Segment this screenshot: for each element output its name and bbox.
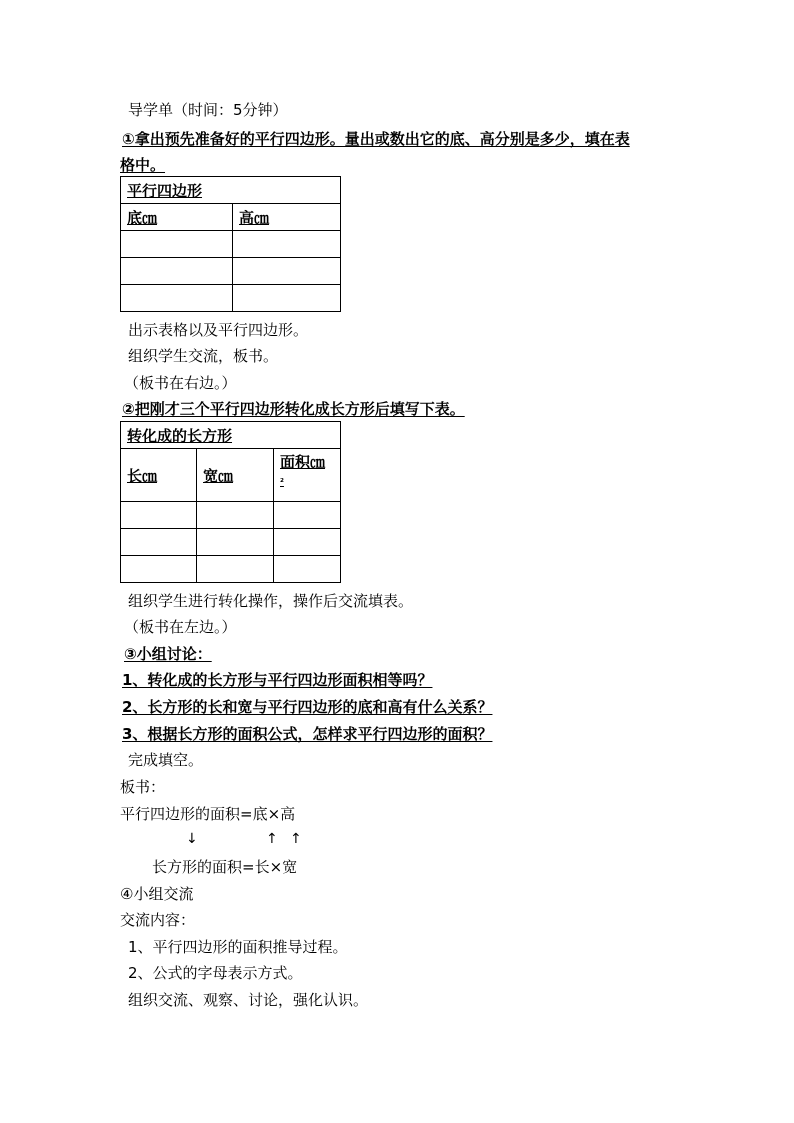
content-item: 2、公式的字母表示方式。 xyxy=(128,964,303,982)
table-cell xyxy=(121,556,197,583)
step3-heading: ③小组讨论： xyxy=(124,645,212,663)
board-label: 板书： xyxy=(120,778,166,796)
note-line: （板书在左边。） xyxy=(124,618,237,636)
table-cell xyxy=(233,258,341,285)
parallelogram-table-title: 平行四边形 xyxy=(121,177,341,204)
table-cell xyxy=(274,529,341,556)
col-length-header: 长㎝ xyxy=(121,449,197,502)
discussion-question: 2、长方形的长和宽与平行四边形的底和高有什么关系？ xyxy=(122,698,493,716)
table-cell xyxy=(197,556,274,583)
board-formula-parallelogram: 平行四边形的面积=底×高 xyxy=(120,805,296,823)
step1-prompt-line2: 格中。 xyxy=(120,156,166,174)
note-line: 出示表格以及平行四边形。 xyxy=(128,321,309,339)
step4-heading: ④小组交流 xyxy=(120,885,194,903)
note-line: 组织学生进行转化操作，操作后交流填表。 xyxy=(128,592,414,610)
table-cell xyxy=(274,556,341,583)
note-line: （板书在右边。） xyxy=(124,374,237,392)
table-cell xyxy=(121,502,197,529)
table-cell xyxy=(197,502,274,529)
table-cell xyxy=(121,258,233,285)
col-width-header: 宽㎝ xyxy=(197,449,274,502)
content-label: 交流内容： xyxy=(120,911,196,929)
rectangle-table-title: 转化成的长方形 xyxy=(121,422,341,449)
col-base-header: 底㎝ xyxy=(121,204,233,231)
doc-title: 导学单（时间：5分钟） xyxy=(128,101,288,119)
step1-prompt-line1: ①拿出预先准备好的平行四边形。量出或数出它的底、高分别是多少，填在表 xyxy=(122,130,630,148)
col-area-header xyxy=(274,449,341,502)
col-area-label: 面积㎝ xyxy=(280,453,326,471)
note-line: 完成填空。 xyxy=(128,751,204,769)
table-cell xyxy=(233,285,341,312)
arrow-up-icon: ↑ xyxy=(290,831,302,847)
step2-prompt: ②把刚才三个平行四边形转化成长方形后填写下表。 xyxy=(122,400,465,418)
discussion-question: 1、转化成的长方形与平行四边形面积相等吗？ xyxy=(122,671,433,689)
table-cell xyxy=(121,231,233,258)
board-formula-rectangle: 长方形的面积=长×宽 xyxy=(152,858,298,876)
col-area-superscript: ² xyxy=(280,478,284,488)
note-line: 组织交流、观察、讨论，强化认识。 xyxy=(128,991,369,1009)
col-height-header: 高㎝ xyxy=(233,204,341,231)
note-line: 组织学生交流，板书。 xyxy=(128,347,279,365)
content-item: 1、平行四边形的面积推导过程。 xyxy=(128,938,348,956)
rectangle-table xyxy=(120,421,341,583)
table-cell xyxy=(121,529,197,556)
parallelogram-table xyxy=(120,176,341,312)
table-cell xyxy=(274,502,341,529)
arrow-up-icon: ↑ xyxy=(266,831,278,847)
table-cell xyxy=(233,231,341,258)
table-cell xyxy=(197,529,274,556)
discussion-question: 3、根据长方形的面积公式，怎样求平行四边形的面积？ xyxy=(122,725,493,743)
arrow-down-icon: ↓ xyxy=(186,831,198,847)
table-cell xyxy=(121,285,233,312)
